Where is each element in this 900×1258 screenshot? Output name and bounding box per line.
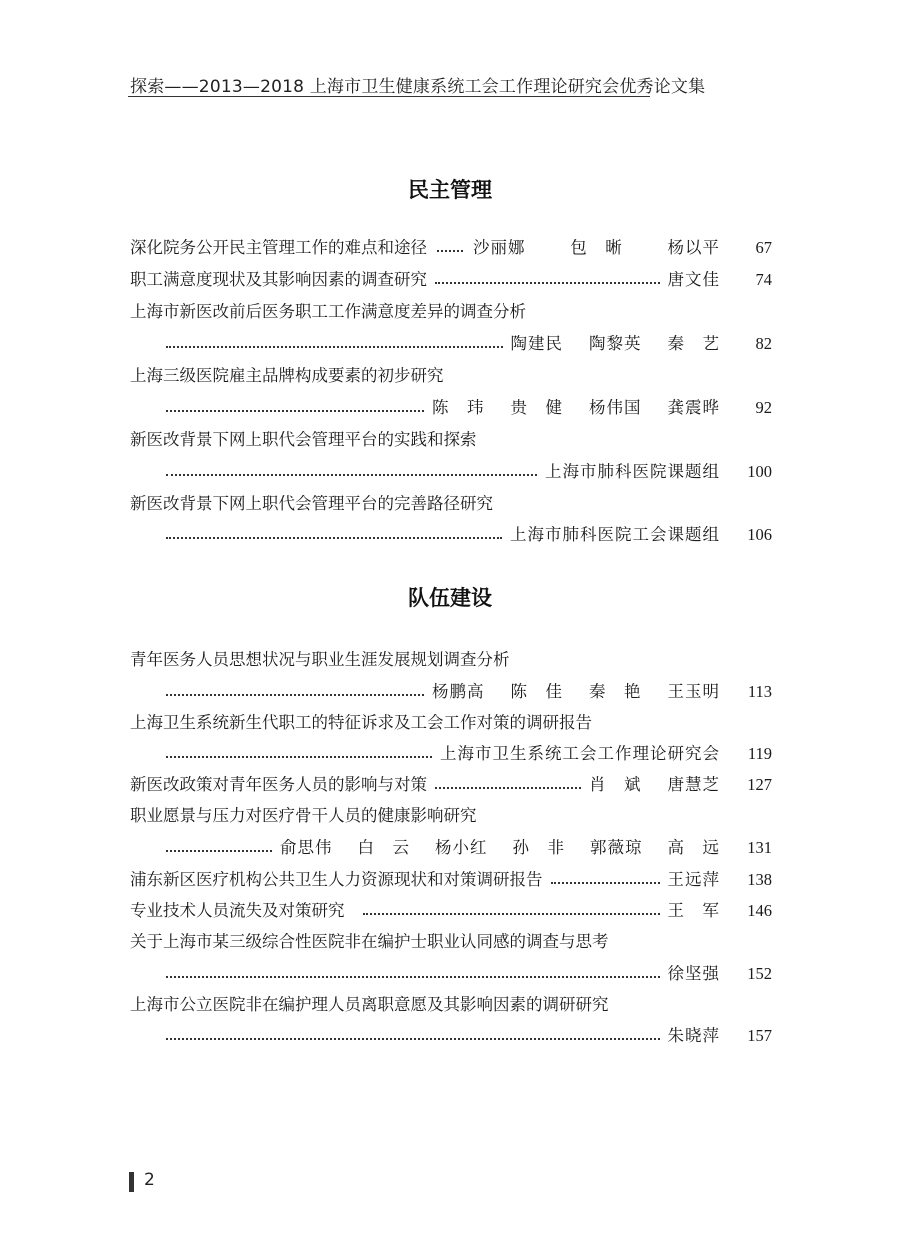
dot-leader: [435, 787, 581, 789]
entry-title: 新医改背景下网上职代会管理平台的完善路径研究: [130, 494, 493, 513]
entry-title: 青年医务人员思想状况与职业生涯发展规划调查分析: [130, 650, 510, 669]
author-name: 朱晓萍: [667, 1026, 720, 1045]
author-name: 俞思伟: [280, 838, 333, 857]
author-name: 陶建民: [510, 334, 563, 353]
entry-title: 职工满意度现状及其影响因素的调查研究: [130, 270, 427, 289]
author-name: 贵 健: [510, 398, 563, 417]
author-name: 上海市卫生系统工会工作理论研究会: [440, 744, 720, 763]
toc-entry[interactable]: [130, 232, 772, 258]
entry-page: 92: [755, 398, 772, 417]
entry-authors: [432, 394, 720, 418]
author-name: 上海市肺科医院课题组: [545, 462, 720, 481]
dot-leader: [166, 474, 537, 476]
entry-page: 157: [747, 1026, 772, 1045]
author-name: 高 远: [667, 838, 720, 857]
dot-leader: [363, 913, 660, 915]
entry-title: 上海三级医院雇主品牌构成要素的初步研究: [130, 366, 444, 385]
entry-page: 146: [747, 901, 772, 920]
toc-entry[interactable]: [130, 800, 772, 826]
entry-title: 上海市公立医院非在编护理人员离职意愿及其影响因素的调研研究: [130, 995, 609, 1014]
toc-entry-continuation[interactable]: [130, 738, 772, 764]
entry-authors: [473, 234, 720, 258]
entry-page: 152: [747, 964, 772, 983]
author-name: 杨伟国: [589, 398, 642, 417]
entry-authors: [589, 771, 720, 795]
section-title: 民主管理: [408, 178, 492, 202]
author-name: 陈 佳: [510, 682, 563, 701]
author-name: 孙 非: [512, 838, 565, 857]
header-rule: [128, 96, 650, 97]
page-number: 2: [144, 1170, 155, 1190]
toc-entry-continuation[interactable]: [130, 392, 772, 418]
toc-entry[interactable]: [130, 264, 772, 290]
author-name: 杨小红: [435, 838, 488, 857]
toc-entry[interactable]: [130, 360, 772, 386]
dot-leader: [435, 282, 660, 284]
entry-title: 浦东新区医疗机构公共卫生人力资源现状和对策调研报告: [130, 870, 543, 889]
author-name: 沙丽娜: [473, 238, 526, 257]
entry-page: 82: [755, 334, 772, 353]
toc-entry[interactable]: [130, 895, 772, 921]
toc-entry[interactable]: [130, 707, 772, 733]
dot-leader: [166, 537, 502, 539]
toc-entry[interactable]: [130, 296, 772, 322]
entry-page: 131: [747, 838, 772, 857]
author-name: 唐慧芝: [667, 775, 720, 794]
toc-entry[interactable]: [130, 644, 772, 670]
author-name: 郭薇琼: [590, 838, 643, 857]
author-name: 肖 斌: [589, 775, 642, 794]
entry-page: 127: [747, 775, 772, 794]
entry-page: 138: [747, 870, 772, 889]
toc-entry-continuation[interactable]: [130, 519, 772, 545]
dot-leader: [551, 882, 660, 884]
entry-authors: [668, 866, 721, 890]
entry-title: 专业技术人员流失及对策研究: [130, 901, 345, 920]
entry-page: 119: [747, 744, 772, 763]
toc-entry-continuation[interactable]: [130, 676, 772, 702]
entry-title: 新医改背景下网上职代会管理平台的实践和探索: [130, 430, 477, 449]
dot-leader: [166, 346, 503, 348]
section-title: 队伍建设: [408, 586, 492, 610]
toc-entry[interactable]: [130, 769, 772, 795]
entry-authors: [440, 740, 720, 764]
entry-title: 上海市新医改前后医务职工工作满意度差异的调查分析: [130, 302, 526, 321]
footer-marker: [129, 1172, 134, 1192]
entry-authors: [668, 960, 721, 984]
dot-leader: [166, 410, 424, 412]
toc-entry[interactable]: [130, 424, 772, 450]
entry-authors: [668, 266, 721, 290]
dot-leader: [437, 250, 463, 252]
entry-authors: [668, 1022, 721, 1046]
author-name: 龚震晔: [667, 398, 720, 417]
author-name: 唐文佳: [667, 270, 720, 289]
toc-entry[interactable]: [130, 989, 772, 1015]
toc-entry-continuation[interactable]: [130, 328, 772, 354]
entry-title: 关于上海市某三级综合性医院非在编护士职业认同感的调查与思考: [130, 932, 609, 951]
author-name: 杨以平: [667, 238, 720, 257]
author-name: 徐坚强: [667, 964, 720, 983]
entry-authors: [432, 678, 720, 702]
author-name: 陈 玮: [432, 398, 485, 417]
entry-authors: [668, 897, 721, 921]
entry-page: 100: [747, 462, 772, 481]
author-name: 陶黎英: [589, 334, 642, 353]
dot-leader: [166, 694, 424, 696]
entry-page: 113: [747, 682, 772, 701]
author-name: 秦 艺: [667, 334, 720, 353]
toc-entry[interactable]: [130, 864, 772, 890]
toc-entry[interactable]: [130, 926, 772, 952]
entry-title: 新医改政策对青年医务人员的影响与对策: [130, 775, 427, 794]
author-name: 上海市肺科医院工会课题组: [510, 525, 720, 544]
author-name: 王玉明: [667, 682, 720, 701]
entry-title: 上海卫生系统新生代职工的特征诉求及工会工作对策的调研报告: [130, 713, 592, 732]
dot-leader: [166, 1038, 660, 1040]
dot-leader: [166, 850, 272, 852]
entry-authors: [511, 330, 721, 354]
entry-page: 67: [755, 238, 772, 257]
author-name: 王远萍: [667, 870, 720, 889]
toc-entry-continuation[interactable]: [130, 456, 772, 482]
author-name: 秦 艳: [589, 682, 642, 701]
entry-authors: [280, 834, 720, 858]
author-name: 杨鹏高: [432, 682, 485, 701]
entry-authors: [510, 521, 720, 545]
entry-title: 职业愿景与压力对医疗骨干人员的健康影响研究: [130, 806, 477, 825]
entry-page: 106: [747, 525, 772, 544]
author-name: 包 晰: [570, 238, 623, 257]
dot-leader: [166, 976, 660, 978]
running-header: 探索——2013—2018 上海市卫生健康系统工会工作理论研究会优秀论文集: [130, 77, 706, 97]
toc-entry-continuation[interactable]: [130, 1020, 772, 1046]
toc-entry-continuation[interactable]: [130, 958, 772, 984]
author-name: 王 军: [667, 901, 720, 920]
author-name: 白 云: [357, 838, 410, 857]
toc-entry-continuation[interactable]: [130, 832, 772, 858]
dot-leader: [166, 756, 432, 758]
entry-title: 深化院务公开民主管理工作的难点和途径: [130, 238, 427, 257]
toc-entry[interactable]: [130, 488, 772, 514]
entry-authors: [545, 458, 720, 482]
entry-page: 74: [755, 270, 772, 289]
